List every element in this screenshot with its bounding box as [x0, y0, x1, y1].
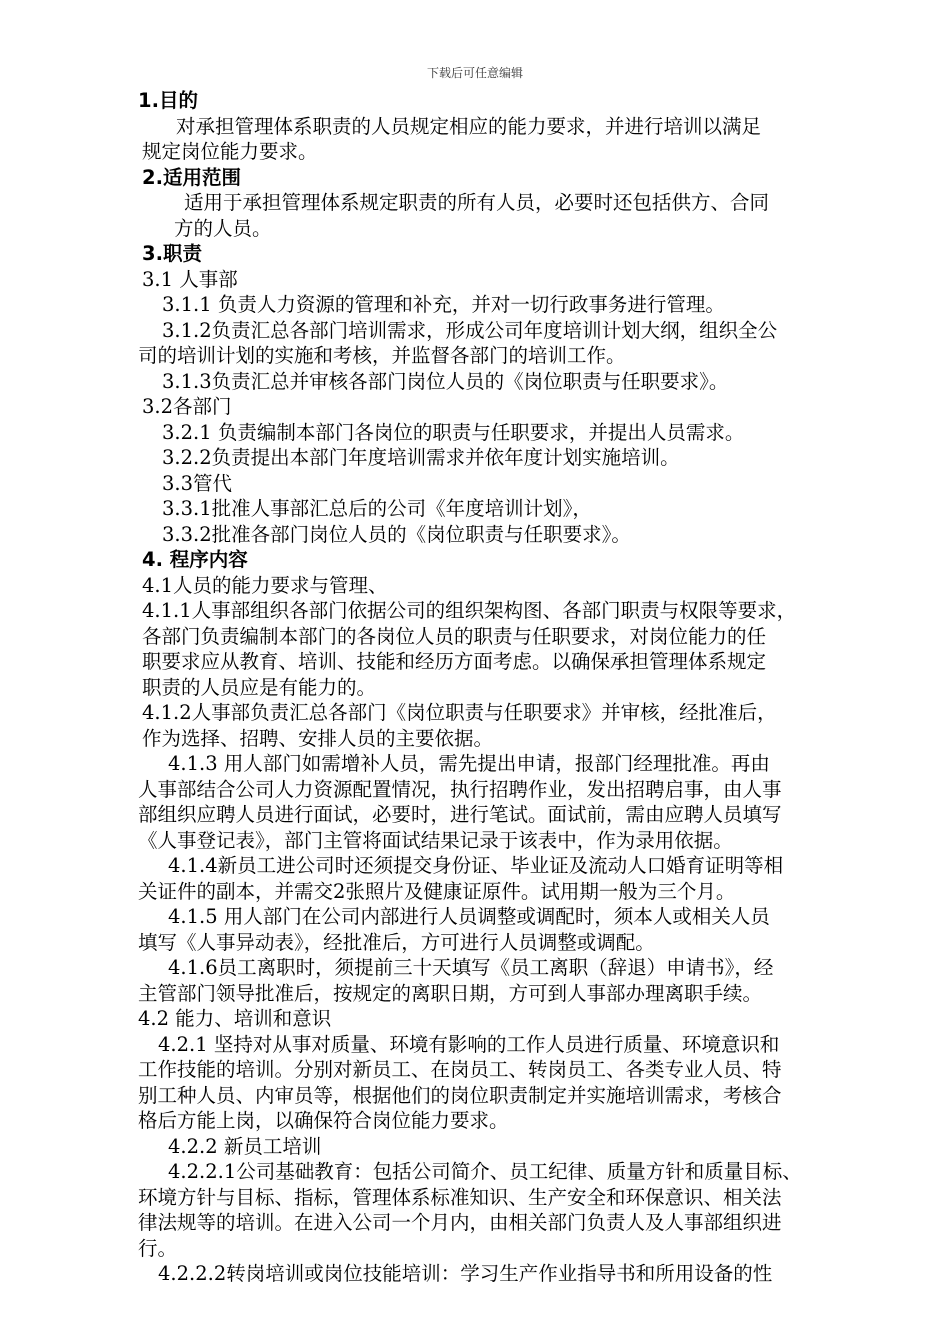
text-line: 3.1 人事部: [142, 267, 238, 291]
text-line: 各部门负责编制本部门的各岗位人员的职责与任职要求，对岗位能力的任: [142, 624, 767, 648]
text-line: 格后方能上岗，以确保符合岗位能力要求。: [138, 1109, 509, 1132]
text-line: 4.2.2.2转岗培训或岗位技能培训：学习生产作业指导书和所用设备的性: [158, 1262, 773, 1285]
text-line: 3.1.1 负责人力资源的管理和补充，并对一切行政事务进行管理。: [162, 293, 725, 316]
text-line: 3.1.2负责汇总各部门培训需求，形成公司年度培训计划大纲，组织全公: [162, 318, 778, 342]
text-line: 行。: [138, 1236, 178, 1260]
section-heading: 4. 程序内容: [142, 548, 248, 571]
text-line: 4.2.1 坚持对从事对质量、环境有影响的工作人员进行质量、环境意识和: [158, 1032, 780, 1056]
text-line: 4.2.2.1公司基础教育：包括公司简介、员工纪律、质量方针和质量目标、: [168, 1160, 802, 1183]
document-body: [138, 88, 880, 1287]
text-line: 方的人员。: [174, 216, 272, 240]
text-line: 3.3.1批准人事部汇总后的公司《年度培训计划》，: [162, 497, 592, 520]
section-heading: 2.适用范围: [142, 165, 241, 189]
text-line: 对承担管理体系职责的人员规定相应的能力要求，并进行培训以满足: [176, 114, 762, 138]
text-line: 《人事登记表》，部门主管将面试结果记录于该表中，作为录用依据。: [138, 828, 733, 852]
text-line: 关证件的副本，并需交2张照片及健康证原件。试用期一般为三个月。: [138, 879, 736, 903]
text-line: 4.1.6员工离职时，须提前三十天填写《员工离职（辞退）申请书》，经: [168, 956, 774, 979]
text-line: 3.1.3负责汇总并审核各部门岗位人员的《岗位职责与任职要求》。: [162, 369, 729, 393]
text-line: 人事部结合公司人力资源配置情况，执行招聘作业，发出招聘启事，由人事: [138, 777, 782, 801]
text-line: 4.1.4新员工进公司时还须提交身份证、毕业证及流动人口婚育证明等相: [168, 854, 784, 877]
text-line: 作为选择、招聘、安排人员的主要依据。: [142, 726, 494, 750]
text-line: 律法规等的培训。在进入公司一个月内，由相关部门负责人及人事部组织进: [138, 1211, 782, 1234]
text-line: 4.2 能力、培训和意识: [138, 1007, 332, 1030]
text-line: 职责的人员应是有能力的。: [142, 675, 377, 699]
text-line: 4.1人员的能力要求与管理、: [142, 573, 388, 597]
text-line: 规定岗位能力要求。: [142, 140, 318, 163]
text-line: 3.2.2负责提出本部门年度培训需求并依年度计划实施培训。: [162, 446, 680, 469]
text-line: 工作技能的培训。分别对新员工、在岗员工、转岗员工、各类专业人员、特: [138, 1058, 782, 1081]
text-line: 主管部门领导批准后，按规定的离职日期，方可到人事部办理离职手续。: [138, 981, 763, 1005]
text-line: 4.2.2 新员工培训: [168, 1134, 322, 1158]
text-line: 4.1.3 用人部门如需增补人员，需先提出申请，报部门经理批准。再由: [168, 752, 770, 775]
page-header: 下载后可任意编辑: [426, 66, 523, 80]
text-line: 4.1.5 用人部门在公司内部进行人员调整或调配时，须本人或相关人员: [168, 905, 770, 928]
text-line: 4.1.1人事部组织各部门依据公司的组织架构图、各部门职责与权限等要求，: [142, 599, 797, 622]
text-line: 职要求应从教育、培训、技能和经历方面考虑。以确保承担管理体系规定: [142, 650, 767, 673]
text-line: 填写《人事异动表》，经批准后，方可进行人员调整或调配。: [138, 930, 655, 954]
text-line: 3.2.1 负责编制本部门各岗位的职责与任职要求，并提出人员需求。: [162, 420, 745, 444]
text-line: 适用于承担管理体系规定职责的所有人员，必要时还包括供方、合同: [184, 191, 770, 214]
text-line: 部组织应聘人员进行面试，必要时，进行笔试。面试前，需由应聘人员填写: [138, 803, 782, 826]
text-line: 4.1.2人事部负责汇总各部门《岗位职责与任职要求》并审核，经批准后，: [142, 701, 777, 724]
text-line: 3.2各部门: [142, 395, 232, 418]
section-heading: 1.目的: [138, 89, 198, 112]
section-heading: 3.职责: [142, 242, 202, 265]
text-line: 3.3.2批准各部门岗位人员的《岗位职责与任职要求》。: [162, 522, 631, 546]
text-line: 环境方针与目标、指标，管理体系标准知识、生产安全和环保意识、相关法: [138, 1185, 782, 1209]
text-line: 3.3管代: [162, 471, 233, 495]
text-line: 别工种人员、内审员等，根据他们的岗位职责制定并实施培训需求，考核合: [138, 1083, 782, 1107]
text-line: 司的培训计划的实施和考核，并监督各部门的培训工作。: [138, 344, 626, 367]
